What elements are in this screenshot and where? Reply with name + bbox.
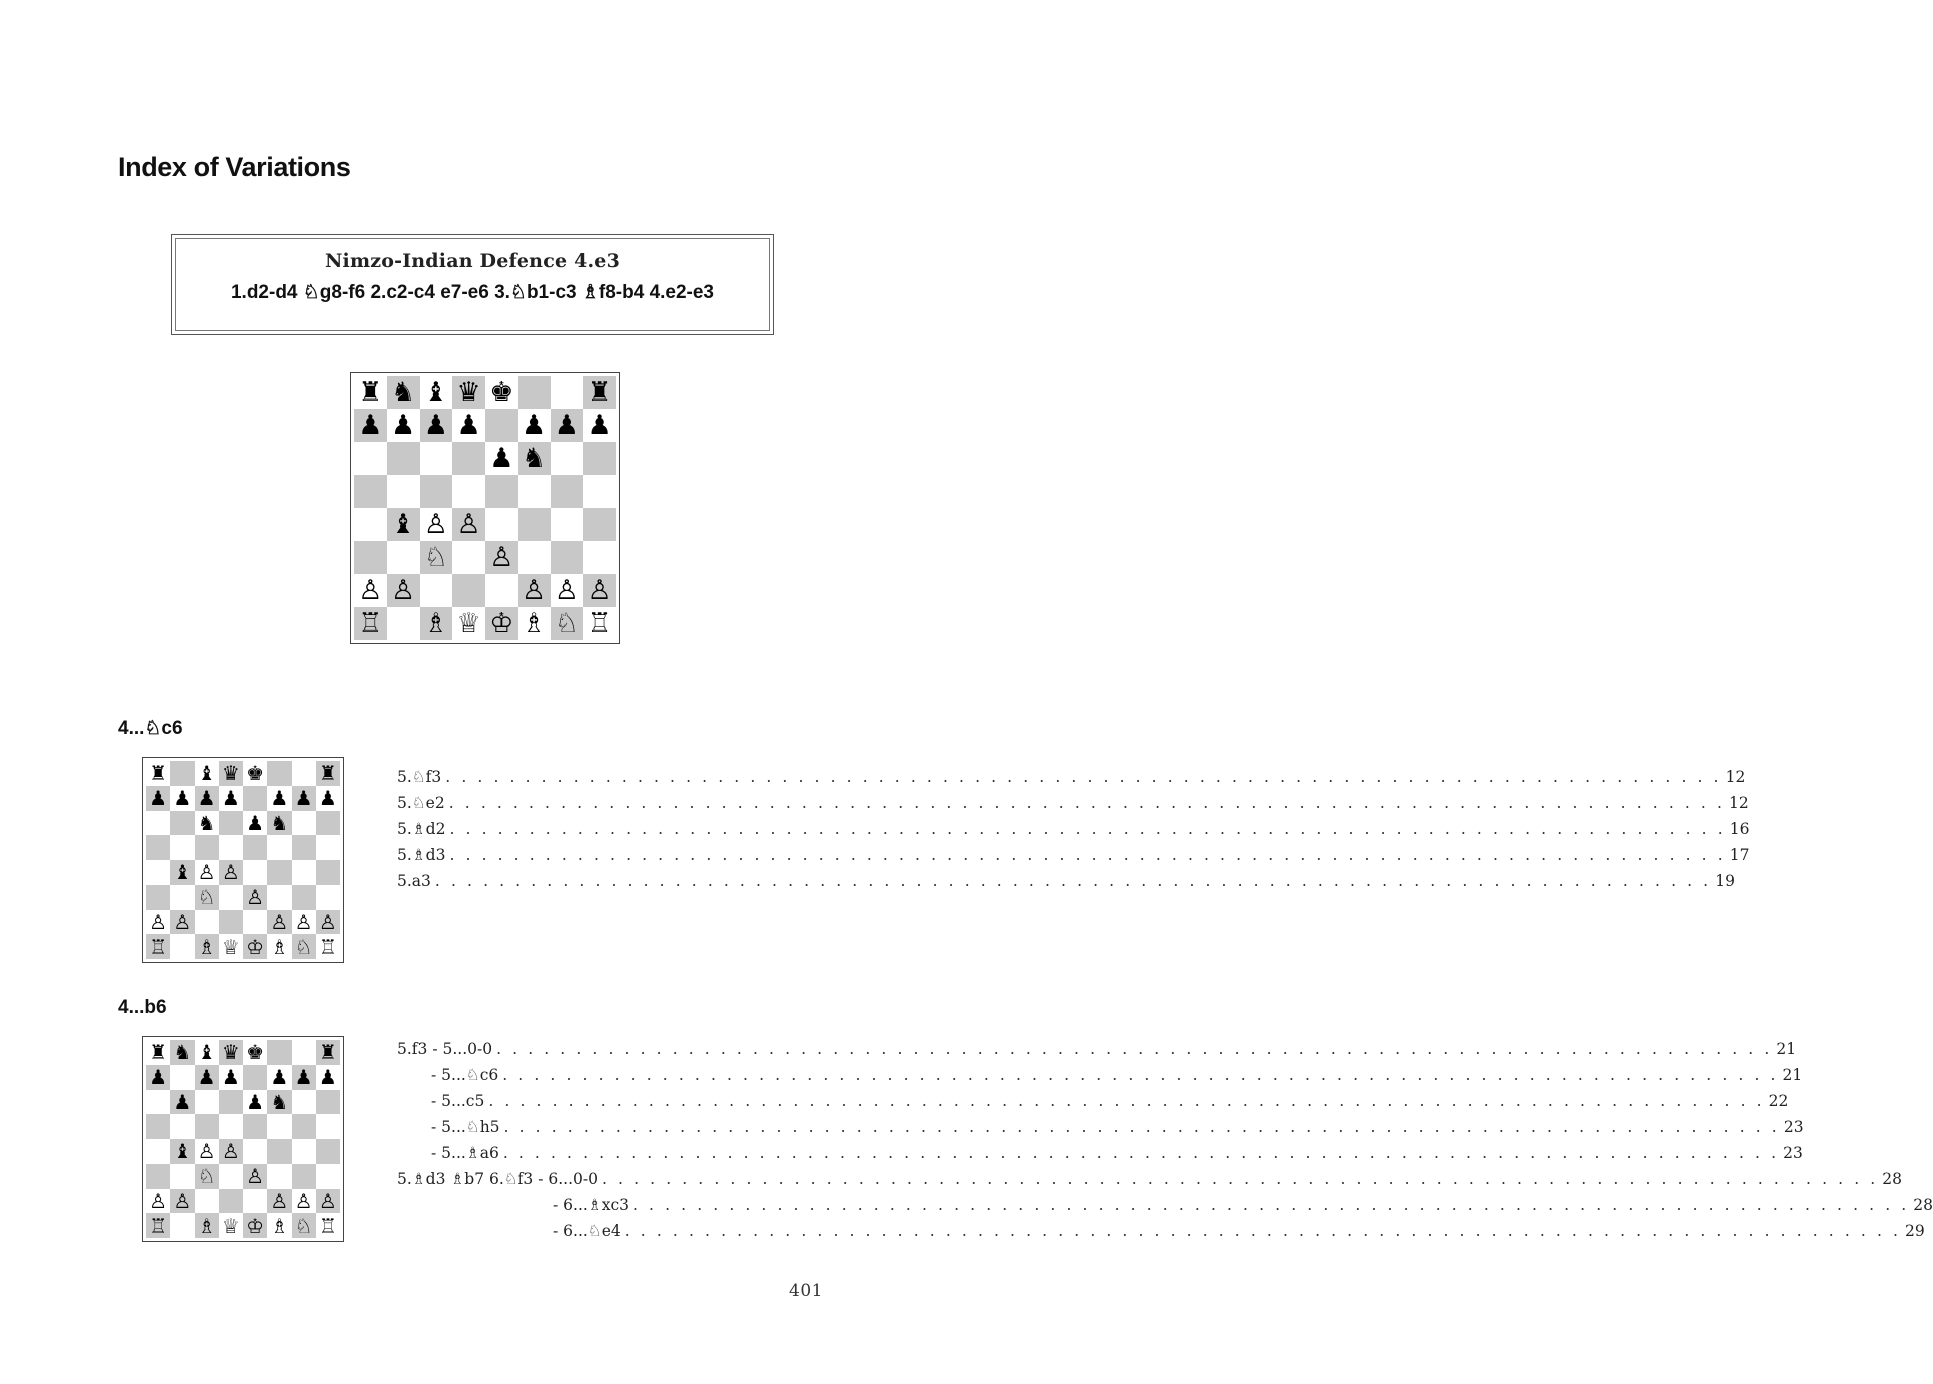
black-bishop-c8: ♝︎ (197, 761, 216, 786)
white-queen-d1: ♕︎ (221, 1213, 240, 1238)
variation-label: - 5...c5 (431, 1092, 485, 1110)
white-pawn-d4: ♙︎ (219, 1139, 243, 1164)
square-a6 (354, 442, 387, 475)
variation-page-number: 17 (1729, 846, 1750, 864)
black-pawn-c7: ♟︎ (195, 1065, 219, 1090)
square-f3 (518, 541, 551, 574)
black-pawn-b7: ♟︎ (391, 410, 416, 441)
variation-page-number: 12 (1725, 768, 1746, 786)
variation-entry (397, 794, 1749, 820)
black-pawn-f7: ♟︎ (270, 786, 289, 811)
variation-page-number: 12 (1729, 794, 1749, 812)
black-bishop-b4: ♝︎ (387, 508, 420, 541)
opening-title: Nimzo-Indian Defence 4.e3 (324, 250, 621, 272)
square-b1 (387, 607, 420, 640)
white-pawn-h2: ♙︎ (583, 574, 616, 607)
variation-label: 5.♘e2 (397, 794, 445, 812)
square-h4 (316, 860, 340, 885)
square-c2 (195, 1189, 219, 1214)
black-rook-h8: ♜︎ (583, 376, 616, 409)
white-pawn-b2: ♙︎ (170, 1189, 194, 1214)
square-g4 (292, 860, 316, 885)
square-e2 (485, 574, 518, 607)
square-a5 (146, 1114, 170, 1139)
black-knight-f6: ♞︎ (267, 1090, 291, 1115)
black-bishop-c8: ♝︎ (197, 1040, 216, 1065)
square-d3 (219, 885, 243, 910)
square-f5 (267, 835, 291, 860)
variation-entry (397, 820, 1750, 846)
square-c2 (195, 910, 219, 935)
variation-label: 5.♗d2 (397, 820, 446, 838)
square-e5 (243, 835, 267, 860)
white-knight-g1: ♘︎ (292, 934, 316, 959)
white-pawn-d4: ♙︎ (219, 860, 243, 885)
square-d3 (219, 1164, 243, 1189)
white-pawn-c4: ♙︎ (423, 509, 448, 540)
opening-box-inner (175, 238, 770, 331)
square-b3 (170, 885, 194, 910)
square-a6 (146, 811, 170, 836)
white-king-e1: ♔︎ (243, 934, 267, 959)
square-h3 (583, 541, 616, 574)
square-c6 (420, 442, 453, 475)
variation-label: - 5...♘c6 (431, 1066, 499, 1084)
square-d2 (219, 1189, 243, 1214)
white-rook-h1: ♖︎ (318, 934, 337, 959)
square-c5 (195, 835, 219, 860)
page-number: 401 (789, 1281, 823, 1301)
square-b6 (170, 811, 194, 836)
square-b7 (170, 1065, 194, 1090)
white-pawn-f2: ♙︎ (518, 574, 551, 607)
variation-list-b6 (397, 1040, 1933, 1248)
white-bishop-f1: ♗︎ (270, 934, 289, 959)
square-g5 (292, 835, 316, 860)
square-e4 (243, 860, 267, 885)
square-f3 (267, 1164, 291, 1189)
square-f4 (267, 860, 291, 885)
square-d5 (219, 1114, 243, 1139)
white-pawn-f2: ♙︎ (267, 1189, 291, 1214)
main-chess-diagram (350, 372, 620, 644)
square-d6 (219, 811, 243, 836)
variation-label: 5.♘f3 (397, 768, 442, 786)
black-knight-b8: ♞︎ (170, 1040, 194, 1065)
dot-leader: . . . . . . . . . . . . . . . . . . . . . . . . . . . . . . . . . . . . . . . . . . . . . . . . . . . . . . . . . . . . . . . . . . . . . . . . . . . . . . . . (496, 1040, 1773, 1058)
white-pawn-g2: ♙︎ (294, 1188, 313, 1213)
variation-label: 5.♗d3 (397, 846, 446, 864)
square-f5 (267, 1114, 291, 1139)
square-g8 (551, 376, 584, 409)
variation-entry (397, 872, 1735, 898)
white-rook-a1: ♖︎ (146, 934, 170, 959)
black-knight-b8: ♞︎ (387, 376, 420, 409)
white-king-e1: ♔︎ (485, 607, 518, 640)
square-f8 (267, 761, 291, 786)
variation-list-nc6 (397, 768, 1750, 898)
black-bishop-b4: ♝︎ (170, 860, 194, 885)
square-a5 (354, 475, 387, 508)
square-f3 (267, 885, 291, 910)
square-h5 (583, 475, 616, 508)
white-bishop-f1: ♗︎ (270, 1213, 289, 1238)
square-f8 (267, 1040, 291, 1065)
dot-leader: . . . . . . . . . . . . . . . . . . . . . . . . . . . . . . . . . . . . . . . . . . . . . . . . . . . . . . . . . . . . . . . . . . . . . . . . . . . . . . . . (633, 1196, 1910, 1214)
white-pawn-g2: ♙︎ (554, 575, 579, 606)
variation-page-number: 16 (1729, 820, 1750, 838)
white-pawn-g2: ♙︎ (294, 909, 313, 934)
white-queen-d1: ♕︎ (456, 608, 481, 639)
square-g6 (551, 442, 584, 475)
black-pawn-g7: ♟︎ (551, 409, 584, 442)
variation-page-number: 28 (1882, 1170, 1903, 1188)
white-pawn-h2: ♙︎ (316, 1189, 340, 1214)
black-pawn-h7: ♟︎ (318, 786, 337, 811)
square-e4 (243, 1139, 267, 1164)
square-a3 (146, 1164, 170, 1189)
black-bishop-b4: ♝︎ (170, 1139, 194, 1164)
square-h6 (583, 442, 616, 475)
square-c2 (420, 574, 453, 607)
white-pawn-e3: ♙︎ (485, 541, 518, 574)
variation-entry (397, 1144, 1803, 1170)
variation-page-number: 28 (1913, 1196, 1933, 1214)
page-title: Index of Variations (118, 152, 351, 182)
white-bishop-c1: ♗︎ (195, 1213, 219, 1238)
black-pawn-c7: ♟︎ (195, 786, 219, 811)
variation-label: 5.♗d3 ♗b7 6.♘f3 - 6...0-0 (397, 1170, 598, 1188)
white-pawn-b2: ♙︎ (387, 574, 420, 607)
square-d5 (452, 475, 485, 508)
square-h5 (316, 835, 340, 860)
variation-page-number: 22 (1768, 1092, 1789, 1110)
white-knight-g1: ♘︎ (292, 1213, 316, 1238)
square-e5 (485, 475, 518, 508)
white-pawn-e3: ♙︎ (243, 885, 267, 910)
square-h4 (316, 1139, 340, 1164)
variation-entry (397, 1040, 1797, 1066)
square-b5 (170, 1114, 194, 1139)
square-e5 (243, 1114, 267, 1139)
black-king-e8: ♚︎ (246, 761, 265, 786)
square-g4 (551, 508, 584, 541)
square-a4 (146, 1139, 170, 1164)
variation-label: - 6...♘e4 (553, 1222, 621, 1240)
black-rook-h8: ♜︎ (316, 1040, 340, 1065)
white-knight-g1: ♘︎ (551, 607, 584, 640)
white-pawn-b2: ♙︎ (170, 910, 194, 935)
square-b1 (170, 934, 194, 959)
square-b1 (170, 1213, 194, 1238)
black-pawn-f7: ♟︎ (270, 1065, 289, 1090)
black-queen-d8: ♛︎ (219, 1040, 243, 1065)
dot-leader: . . . . . . . . . . . . . . . . . . . . . . . . . . . . . . . . . . . . . . . . . . . . . . . . . . . . . . . . . . . . . . . . . . . . . . . . . . . . . . . . (503, 1118, 1780, 1136)
opening-box (171, 234, 774, 335)
square-f5 (518, 475, 551, 508)
black-pawn-h7: ♟︎ (587, 410, 612, 441)
black-pawn-a7: ♟︎ (354, 409, 387, 442)
section-heading-nc6: 4...♘c6 (118, 718, 183, 739)
white-pawn-c4: ♙︎ (197, 1139, 216, 1164)
square-e2 (243, 1189, 267, 1214)
square-c6 (195, 1090, 219, 1115)
square-b8 (170, 761, 194, 786)
square-c5 (195, 1114, 219, 1139)
variation-page-number: 21 (1776, 1040, 1797, 1058)
dot-leader: . . . . . . . . . . . . . . . . . . . . . . . . . . . . . . . . . . . . . . . . . . . . . . . . . . . . . . . . . . . . . . . . . . . . . . . . . . . . . . . . (449, 820, 1726, 838)
black-knight-f6: ♞︎ (267, 811, 291, 836)
square-h3 (316, 1164, 340, 1189)
chess-diagram-nc6 (142, 757, 344, 963)
square-h4 (583, 508, 616, 541)
black-king-e8: ♚︎ (489, 377, 514, 408)
white-bishop-c1: ♗︎ (195, 934, 219, 959)
black-king-e8: ♚︎ (246, 1040, 265, 1065)
variation-page-number: 29 (1905, 1222, 1925, 1240)
square-g5 (551, 475, 584, 508)
chess-diagram-b6 (142, 1036, 344, 1242)
black-bishop-c8: ♝︎ (423, 377, 448, 408)
square-g3 (551, 541, 584, 574)
square-g3 (292, 885, 316, 910)
black-pawn-e6: ♟︎ (246, 810, 265, 835)
black-rook-a8: ♜︎ (149, 761, 168, 786)
black-pawn-g7: ♟︎ (292, 1065, 316, 1090)
white-bishop-c1: ♗︎ (420, 607, 453, 640)
variation-label: 5.f3 - 5...0-0 (397, 1040, 493, 1058)
variation-label: - 5...♗a6 (431, 1144, 499, 1162)
square-f8 (518, 376, 551, 409)
black-pawn-h7: ♟︎ (318, 1065, 337, 1090)
variation-page-number: 23 (1783, 1118, 1804, 1136)
variation-entry (397, 1222, 1925, 1248)
variation-page-number: 23 (1783, 1144, 1803, 1162)
square-b5 (387, 475, 420, 508)
black-pawn-d7: ♟︎ (221, 786, 240, 811)
square-d2 (452, 574, 485, 607)
variation-page-number: 19 (1715, 872, 1735, 890)
square-c5 (420, 475, 453, 508)
square-g4 (292, 1139, 316, 1164)
white-pawn-a2: ♙︎ (149, 1188, 168, 1213)
variation-entry (397, 1170, 1903, 1196)
black-pawn-b6: ♟︎ (170, 1090, 194, 1115)
white-bishop-f1: ♗︎ (522, 608, 547, 639)
black-pawn-c7: ♟︎ (420, 409, 453, 442)
white-rook-h1: ♖︎ (587, 608, 612, 639)
square-a3 (354, 541, 387, 574)
black-knight-f6: ♞︎ (518, 442, 551, 475)
variation-label: - 6...♗xc3 (553, 1196, 629, 1214)
variation-entry (397, 1066, 1803, 1092)
white-king-e1: ♔︎ (243, 1213, 267, 1238)
black-queen-d8: ♛︎ (219, 761, 243, 786)
variation-page-number: 21 (1782, 1066, 1803, 1084)
white-pawn-c4: ♙︎ (197, 860, 216, 885)
black-rook-h8: ♜︎ (316, 761, 340, 786)
black-pawn-g7: ♟︎ (292, 786, 316, 811)
variation-label: - 5...♘h5 (431, 1118, 500, 1136)
dot-leader: . . . . . . . . . . . . . . . . . . . . . . . . . . . . . . . . . . . . . . . . . . . . . . . . . . . . . . . . . . . . . . . . . . . . . . . . . . . . . . . . (449, 846, 1726, 864)
square-h6 (316, 1090, 340, 1115)
dot-leader: . . . . . . . . . . . . . . . . . . . . . . . . . . . . . . . . . . . . . . . . . . . . . . . . . . . . . . . . . . . . . . . . . . . . . . . . . . . . . . . . (601, 1170, 1879, 1188)
square-g5 (292, 1114, 316, 1139)
square-e2 (243, 910, 267, 935)
white-pawn-e3: ♙︎ (243, 1164, 267, 1189)
dot-leader: . . . . . . . . . . . . . . . . . . . . . . . . . . . . . . . . . . . . . . . . . . . . . . . . . . . . . . . . . . . . . . . . . . . . . . . . . . . . . . . . (434, 872, 1712, 890)
dot-leader: . . . . . . . . . . . . . . . . . . . . . . . . . . . . . . . . . . . . . . . . . . . . . . . . . . . . . . . . . . . . . . . . . . . . . . . . . . . . . . . . (502, 1144, 1780, 1162)
square-b3 (387, 541, 420, 574)
white-pawn-f2: ♙︎ (267, 910, 291, 935)
black-queen-d8: ♛︎ (452, 376, 485, 409)
black-pawn-a7: ♟︎ (146, 786, 170, 811)
variation-entry (397, 1118, 1804, 1144)
section-heading-b6: 4...b6 (118, 997, 167, 1018)
white-knight-c3: ♘︎ (195, 885, 219, 910)
square-d6 (219, 1090, 243, 1115)
variation-entry (397, 768, 1746, 794)
dot-leader: . . . . . . . . . . . . . . . . . . . . . . . . . . . . . . . . . . . . . . . . . . . . . . . . . . . . . . . . . . . . . . . . . . . . . . . . . . . . . . . . (624, 1222, 1902, 1240)
white-knight-c3: ♘︎ (195, 1164, 219, 1189)
variation-entry (397, 846, 1750, 872)
square-h5 (316, 1114, 340, 1139)
black-rook-a8: ♜︎ (149, 1040, 168, 1065)
square-a4 (354, 508, 387, 541)
square-d5 (219, 835, 243, 860)
square-d3 (452, 541, 485, 574)
square-e7 (243, 1065, 267, 1090)
white-rook-h1: ♖︎ (318, 1213, 337, 1238)
black-rook-a8: ♜︎ (358, 377, 383, 408)
square-d6 (452, 442, 485, 475)
black-pawn-d7: ♟︎ (221, 1065, 240, 1090)
variation-entry (397, 1092, 1789, 1118)
square-g3 (292, 1164, 316, 1189)
square-g6 (292, 1090, 316, 1115)
square-g8 (292, 761, 316, 786)
square-b5 (170, 835, 194, 860)
white-pawn-d4: ♙︎ (452, 508, 485, 541)
square-g8 (292, 1040, 316, 1065)
black-pawn-f7: ♟︎ (522, 410, 547, 441)
black-knight-c6: ♞︎ (197, 810, 216, 835)
square-g6 (292, 811, 316, 836)
black-pawn-e6: ♟︎ (489, 443, 514, 474)
variation-entry (397, 1196, 1933, 1222)
black-pawn-e6: ♟︎ (246, 1089, 265, 1114)
square-h3 (316, 885, 340, 910)
square-h6 (316, 811, 340, 836)
white-pawn-a2: ♙︎ (149, 909, 168, 934)
white-pawn-h2: ♙︎ (316, 910, 340, 935)
square-e4 (485, 508, 518, 541)
white-queen-d1: ♕︎ (221, 934, 240, 959)
white-pawn-a2: ♙︎ (358, 575, 383, 606)
dot-leader: . . . . . . . . . . . . . . . . . . . . . . . . . . . . . . . . . . . . . . . . . . . . . . . . . . . . . . . . . . . . . . . . . . . . . . . . . . . . . . . . (488, 1092, 1765, 1110)
square-d2 (219, 910, 243, 935)
dot-leader: . . . . . . . . . . . . . . . . . . . . . . . . . . . . . . . . . . . . . . . . . . . . . . . . . . . . . . . . . . . . . . . . . . . . . . . . . . . . . . . . (448, 794, 1726, 812)
white-rook-a1: ♖︎ (146, 1213, 170, 1238)
opening-moves: 1.d2-d4 ♘g8-f6 2.c2-c4 e7-e6 3.♘b1-c3 ♗f8-b4 4.e2-e3 (230, 282, 715, 303)
square-f4 (518, 508, 551, 541)
dot-leader: . . . . . . . . . . . . . . . . . . . . . . . . . . . . . . . . . . . . . . . . . . . . . . . . . . . . . . . . . . . . . . . . . . . . . . . . . . . . . . . . (445, 768, 1722, 786)
black-pawn-d7: ♟︎ (456, 410, 481, 441)
square-a6 (146, 1090, 170, 1115)
square-a4 (146, 860, 170, 885)
dot-leader: . . . . . . . . . . . . . . . . . . . . . . . . . . . . . . . . . . . . . . . . . . . . . . . . . . . . . . . . . . . . . . . . . . . . . . . . . . . . . . . . (502, 1066, 1779, 1084)
square-a5 (146, 835, 170, 860)
black-pawn-b7: ♟︎ (173, 786, 192, 811)
square-e7 (243, 786, 267, 811)
square-a3 (146, 885, 170, 910)
square-f4 (267, 1139, 291, 1164)
square-e7 (485, 409, 518, 442)
variation-label: 5.a3 (397, 872, 431, 890)
white-knight-c3: ♘︎ (420, 541, 453, 574)
square-b6 (387, 442, 420, 475)
black-pawn-a7: ♟︎ (146, 1065, 170, 1090)
square-b3 (170, 1164, 194, 1189)
white-rook-a1: ♖︎ (354, 607, 387, 640)
